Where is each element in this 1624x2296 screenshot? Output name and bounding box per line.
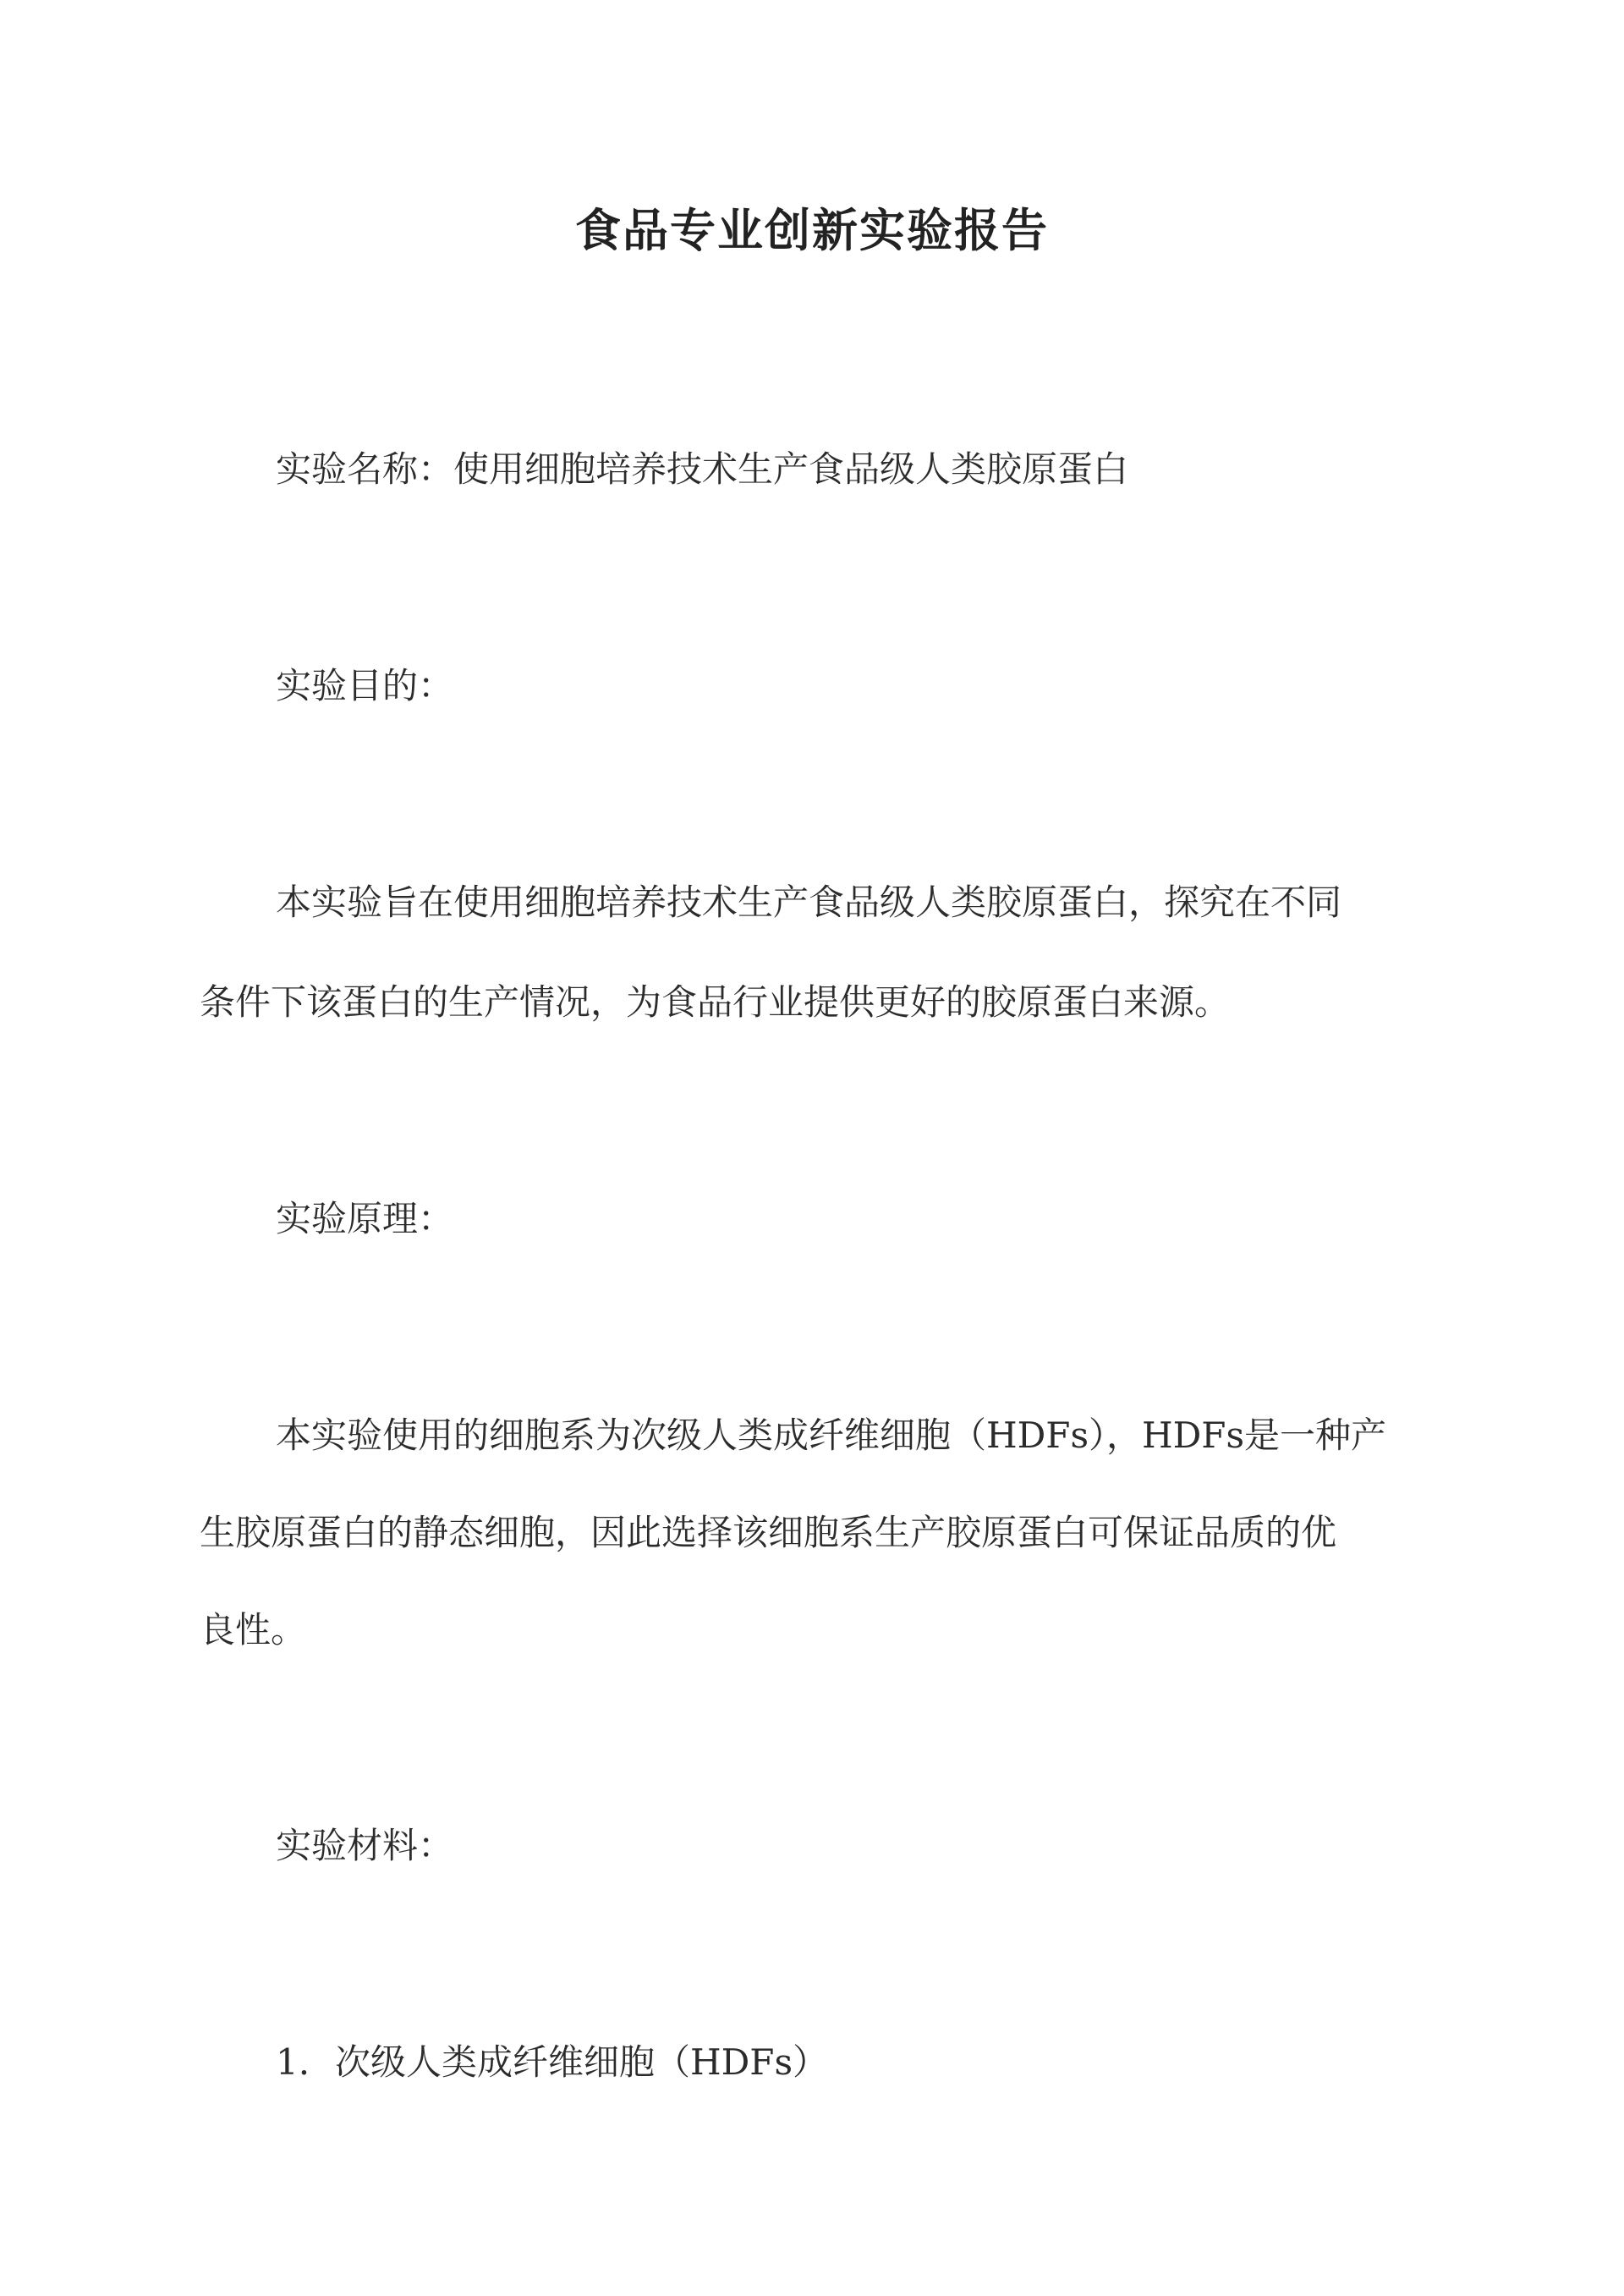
- purpose-paragraph-line-2: 条件下该蛋白的生产情况，为食品行业提供更好的胶原蛋白来源。: [200, 981, 1231, 1023]
- principle-paragraph-line-3: 良性。: [200, 1609, 307, 1651]
- purpose-paragraph-line-1: 本实验旨在使用细胞培养技术生产食品级人类胶原蛋白，探究在不同: [276, 882, 1342, 923]
- materials-heading: 实验材料：: [276, 1825, 454, 1866]
- principle-paragraph-line-2: 生胶原蛋白的静态细胞，因此选择该细胞系生产胶原蛋白可保证品质的优: [200, 1512, 1337, 1553]
- purpose-heading: 实验目的：: [276, 665, 454, 706]
- principle-heading: 实验原理：: [276, 1198, 454, 1239]
- experiment-name: 实验名称：使用细胞培养技术生产食品级人类胶原蛋白: [276, 448, 1129, 490]
- principle-paragraph-line-1: 本实验使用的细胞系为次级人类成纤维细胞（HDFs），HDFs是一种产: [276, 1414, 1386, 1456]
- list-item-text: 次级人类成纤维细胞（HDFs）: [335, 2041, 828, 2083]
- document-title: 食品专业创新实验报告: [575, 203, 1049, 257]
- materials-list-item: [276, 2039, 828, 2086]
- list-item-number: 1.: [276, 2041, 310, 2083]
